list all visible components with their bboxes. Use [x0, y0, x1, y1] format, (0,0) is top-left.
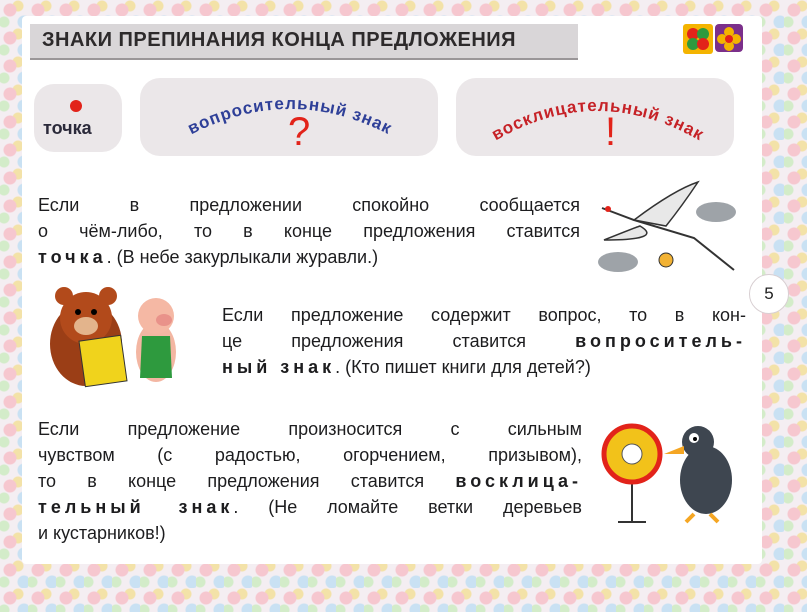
exclamation-mark: !	[605, 110, 617, 154]
crow-illustration	[598, 414, 746, 530]
paragraph-question: Если предложение содержит вопрос, то в кон- це предложения ставится вопроситель- ный знак. (Кто пишет книги для детей?)	[222, 305, 746, 377]
exclamation-label: восклицательный знак	[488, 95, 708, 145]
term-point: точка	[38, 247, 107, 267]
question-mark: ?	[288, 110, 311, 154]
term-exclamation-part2: тельный знак	[38, 497, 234, 517]
corner-decoration-icon	[683, 24, 745, 54]
paragraph-exclamation: Если предложение произносится с сильным чувством (с радостью, огорчением, призывом), то в конце предложения ставится восклица- тельный знак. (Не ломайте ветки деревьев и кустарников!)	[38, 419, 582, 543]
term-question-part2: ный знак	[222, 357, 336, 377]
question-label: вопросительный знак	[184, 93, 396, 139]
point-label: точка	[43, 118, 92, 138]
page-title: ЗНАКИ ПРЕПИНАНИЯ КОНЦА ПРЕДЛОЖЕНИЯ	[42, 29, 517, 51]
paragraph-point: Если в предложении спокойно сообщается о чём-либо, то в конце предложения ставится точка. (В небе закурлыкали журавли.)	[38, 195, 580, 267]
dot-icon	[70, 100, 82, 112]
term-exclamation-part1: восклица-	[455, 471, 582, 491]
bear-and-piglet-illustration	[34, 282, 198, 392]
term-question-part1: вопроситель-	[575, 331, 746, 351]
crane-illustration	[594, 180, 742, 280]
page-number: 5	[749, 274, 789, 314]
svg-text:восклицательный знак	[488, 96, 707, 144]
exclamation-label-arc	[456, 70, 736, 160]
